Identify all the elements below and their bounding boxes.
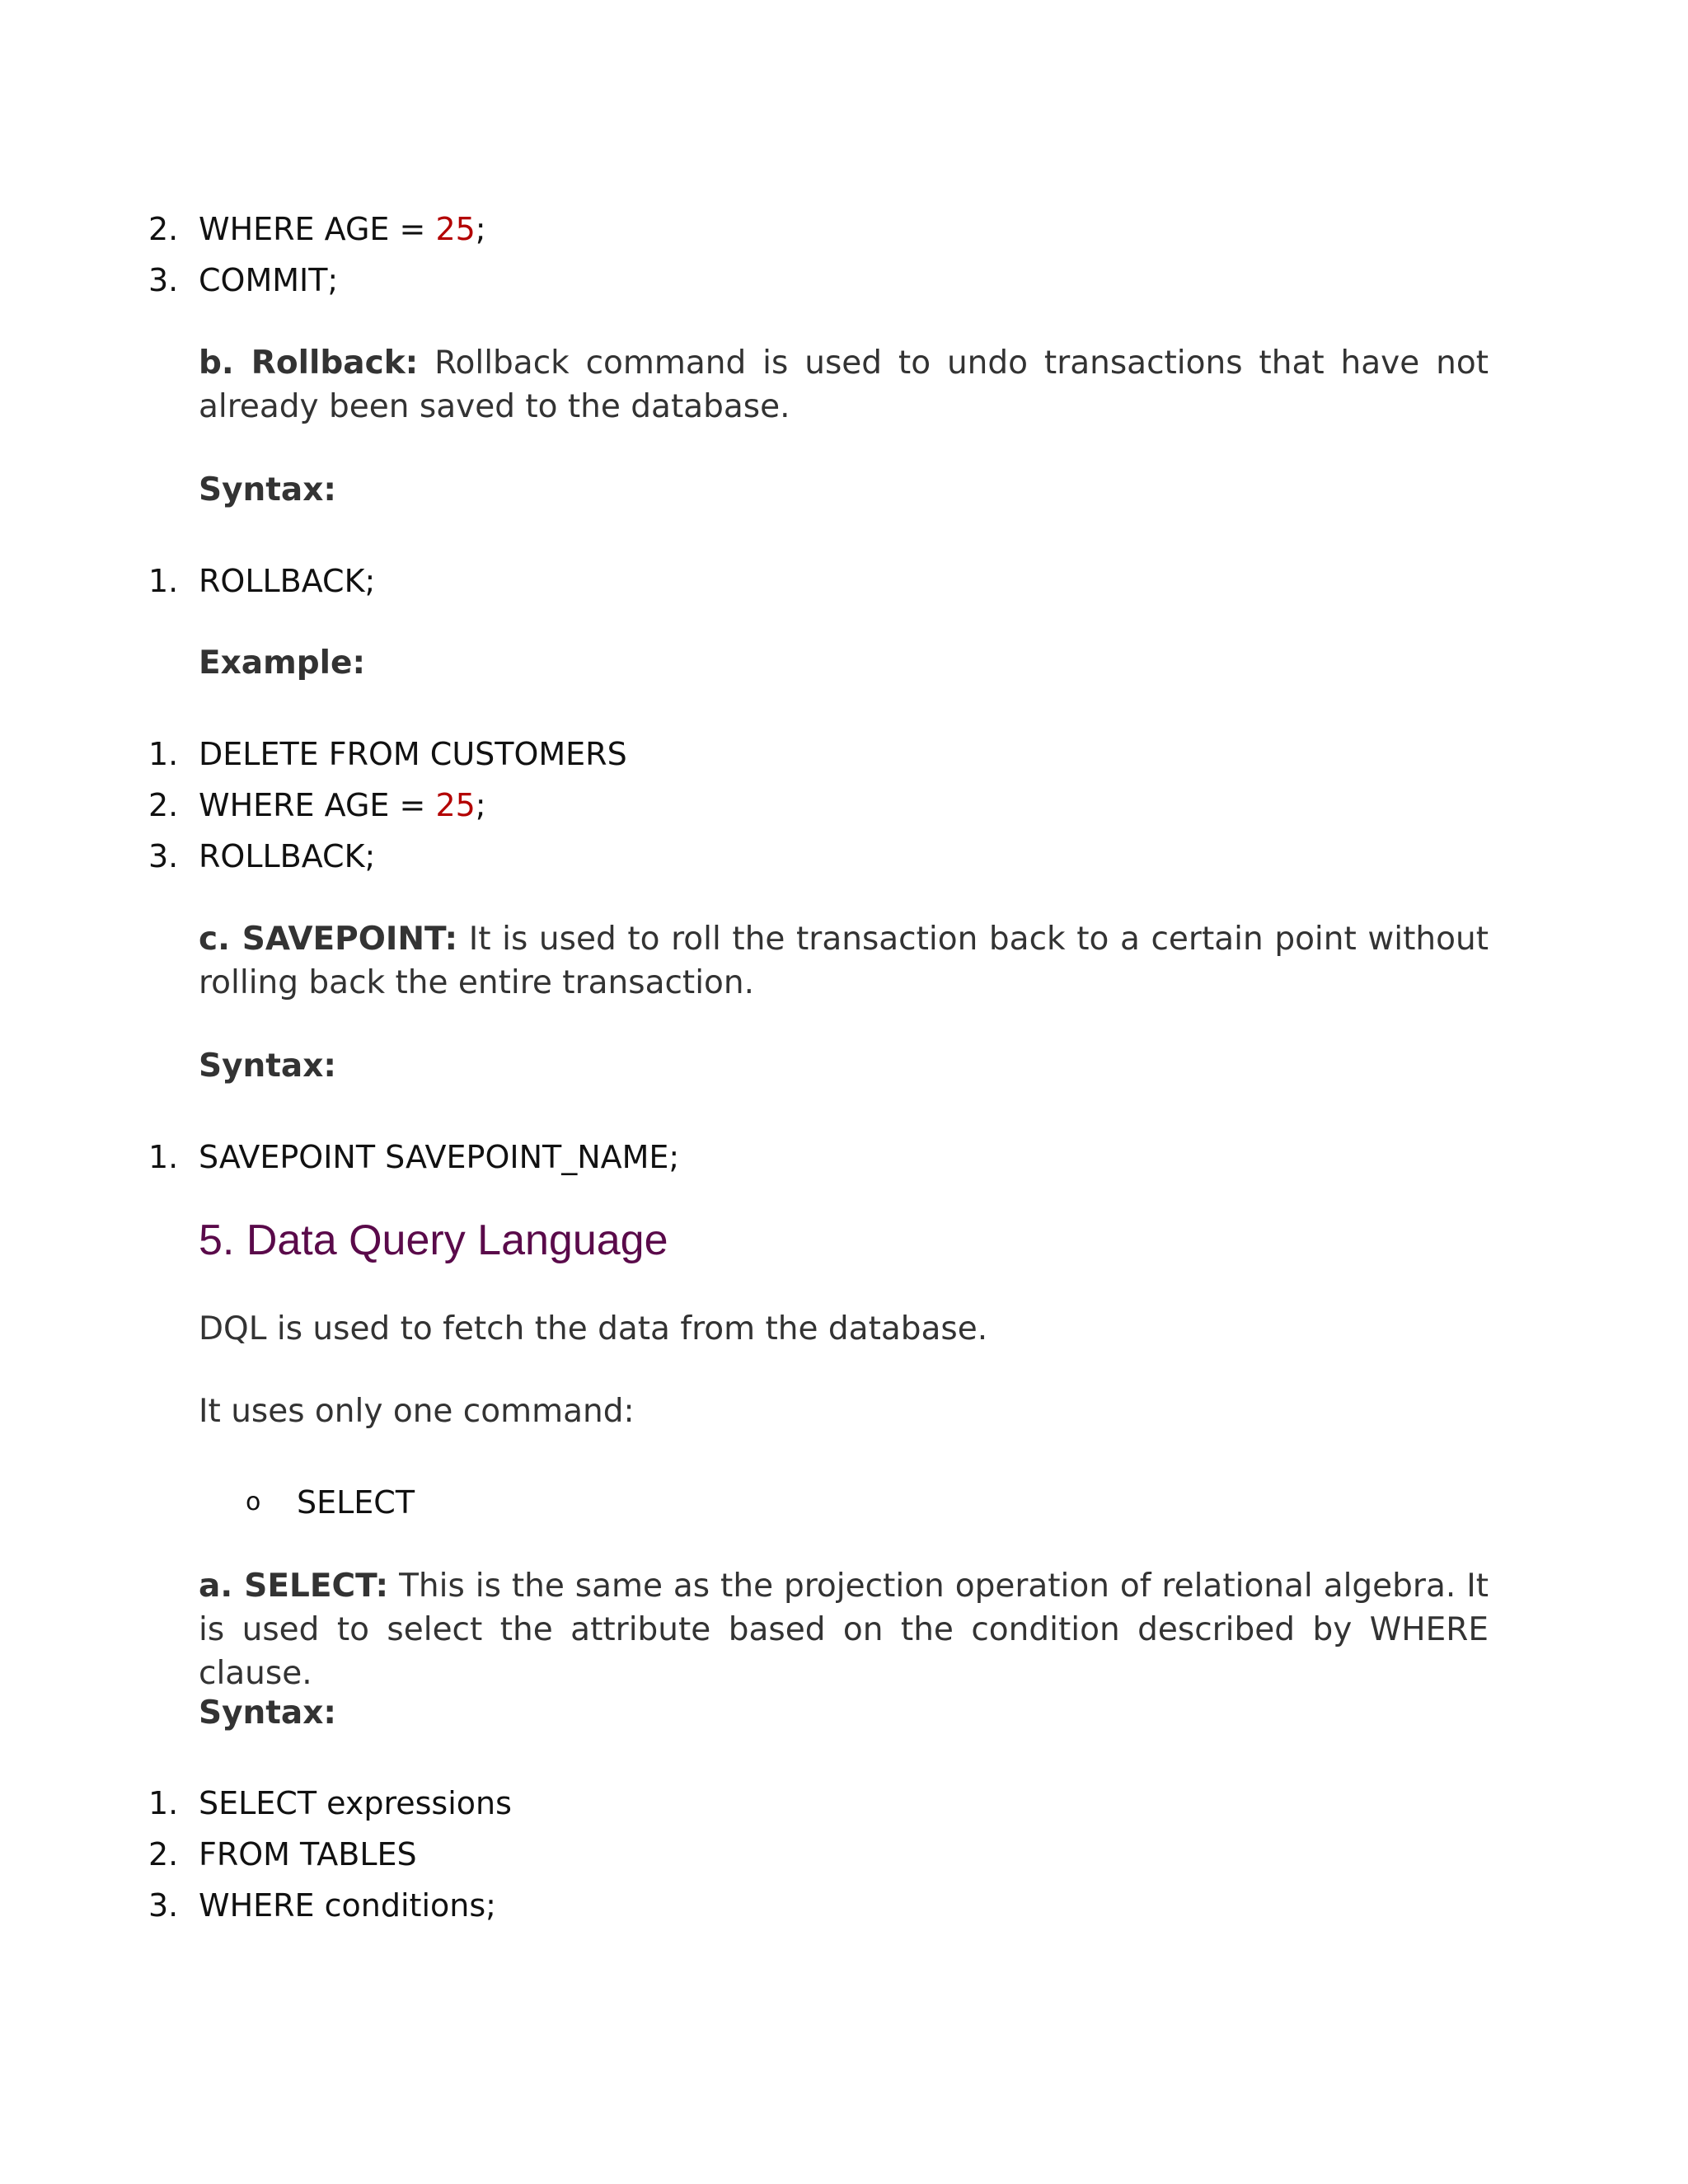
numeric-literal: 25	[435, 787, 476, 823]
select-description	[199, 1564, 1489, 1695]
code-text: WHERE AGE = 25;	[199, 787, 486, 823]
savepoint-description	[199, 917, 1489, 1005]
dql-uses: It uses only one command:	[199, 1393, 635, 1430]
rollback-term: b. Rollback:	[199, 344, 419, 382]
code-text: WHERE conditions;	[199, 1887, 496, 1924]
select-text: This is the same as the projection operation of relational algebra. It is used to select the attribute based on the condition described by WHERE clause.	[199, 1568, 1489, 1692]
line-number: 2.	[148, 211, 179, 247]
line-number: 2.	[148, 787, 179, 823]
code-text: SELECT expressions	[199, 1785, 512, 1821]
line-number: 3.	[148, 838, 179, 874]
line-number: 3.	[148, 1887, 179, 1924]
line-number: 1.	[148, 563, 179, 599]
syntax-label: Syntax:	[199, 1047, 336, 1085]
line-number: 1.	[148, 1139, 179, 1175]
example-label: Example:	[199, 644, 366, 682]
savepoint-term: c. SAVEPOINT:	[199, 921, 458, 958]
numeric-literal: 25	[435, 211, 476, 247]
rollback-description	[199, 341, 1489, 429]
code-text: COMMIT;	[199, 262, 339, 298]
select-term: a. SELECT:	[199, 1568, 389, 1605]
code-text: SAVEPOINT SAVEPOINT_NAME;	[199, 1139, 680, 1175]
line-number: 3.	[148, 262, 179, 298]
section-heading: 5. Data Query Language	[199, 1216, 668, 1264]
code-text: WHERE AGE = 25;	[199, 211, 486, 247]
code-text: ROLLBACK;	[199, 838, 376, 874]
syntax-label: Syntax:	[199, 471, 336, 509]
dql-intro: DQL is used to fetch the data from the database.	[199, 1310, 988, 1347]
bullet-marker: o	[246, 1488, 261, 1516]
savepoint-text: It is used to roll the transaction back to a certain point without rolling back the entire transaction.	[199, 921, 1489, 1001]
line-number: 1.	[148, 1785, 179, 1821]
bullet-text: SELECT	[297, 1484, 415, 1521]
syntax-label: Syntax:	[199, 1694, 336, 1732]
rollback-text: Rollback command is used to undo transactions that have not already been saved to the database.	[199, 344, 1489, 425]
code-text: FROM TABLES	[199, 1836, 417, 1872]
line-number: 1.	[148, 736, 179, 772]
line-number: 2.	[148, 1836, 179, 1872]
code-text: DELETE FROM CUSTOMERS	[199, 736, 627, 772]
code-text: ROLLBACK;	[199, 563, 376, 599]
